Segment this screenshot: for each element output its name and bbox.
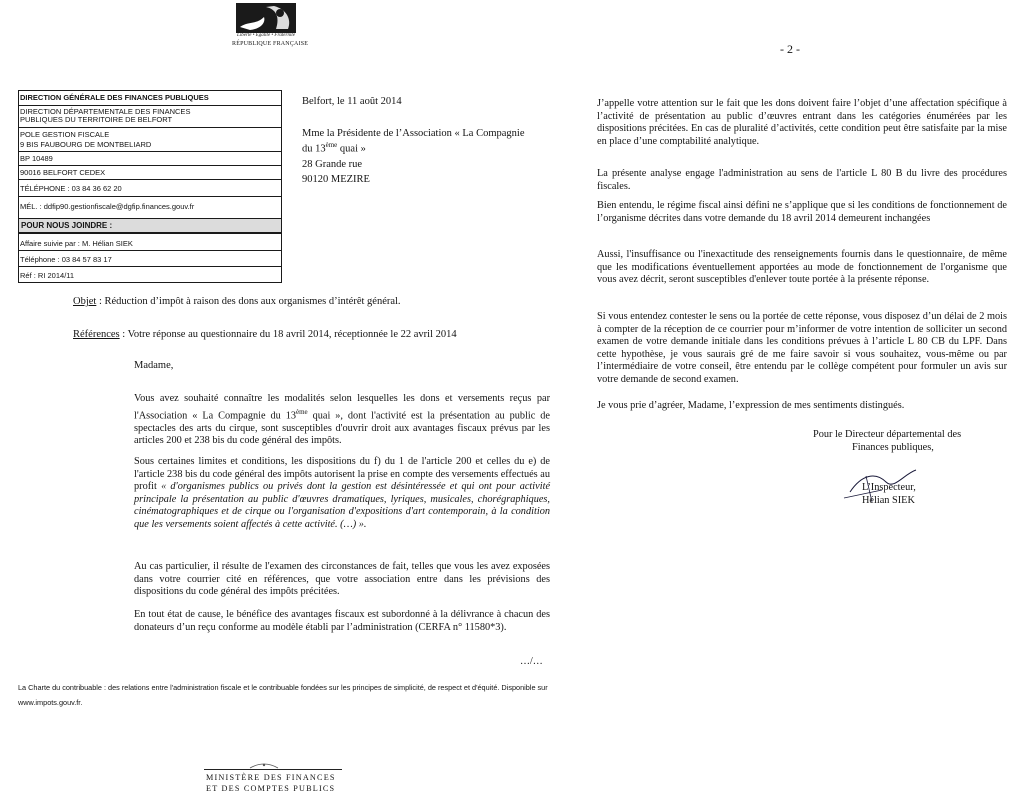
body-paragraph-4: En tout état de cause, le bénéfice des avantages fiscaux est subordonné à la délivrance à chacun des donateurs d’un reçu conforme au modèle établi par l’administration (CERFA n° 11580*3). — [134, 609, 550, 633]
recipient-line1: Mme la Présidente de l’Association « La Compagnie — [302, 128, 525, 139]
continued-marker: …/… — [520, 656, 543, 667]
body-paragraph-3: Au cas particulier, il résulte de l'examen des circonstances de fait, telles que vous les avez exposées dans votre courrier cité en références, que votre association entre dans les prévisions des dispositions du code général des impôts précitées. — [134, 561, 550, 598]
salutation: Madame, — [134, 360, 174, 371]
recipient-street: 28 Grande rue — [302, 159, 363, 170]
sender-street: 9 BIS FAUBOURG DE MONTBELIARD — [20, 140, 152, 149]
references-line: Références : Votre réponse au questionnaire du 18 avril 2014, réceptionnée le 22 avril 2014 — [73, 329, 457, 340]
date-line: Belfort, le 11 août 2014 — [302, 96, 402, 107]
sender-box — [18, 90, 282, 220]
page2-paragraph-5: Si vous entendez contester le sens ou la portée de cette réponse, vous disposez d’un délai de 2 mois à compter de la réception de ce courrier pour m’informer de votre intention de solliciter un second examen de votre demande initiale dans les conditions prévues à l’article L 80 CB du LPF. Dans cette hypothèse, je vous saurais gré de me faire savoir si vous souhaitez, vous-même ou par l’intermédiaire de votre conseil, être entendu par le collège compétent pour formuler un avis sur votre demande de second examen. — [597, 311, 1007, 385]
signer-title: L’Inspecteur, — [862, 482, 916, 493]
sender-ddfip-2: PUBLIQUES DU TERRITOIRE DE BELFORT — [20, 115, 173, 124]
page2-paragraph-2: La présente analyse engage l'administration au sens de l'article L 80 B du livre des procédures fiscales. — [597, 168, 1007, 192]
sender-ddfip-1: DIRECTION DÉPARTEMENTALE DES FINANCES — [20, 107, 191, 116]
sender-city: 90016 BELFORT CEDEX — [20, 168, 106, 177]
marianne-logo-icon — [236, 3, 296, 33]
page2-paragraph-1: J’appelle votre attention sur le fait que les dons doivent faire l’objet d’une affectation spécifique à l’activité de présentation au public d’œuvres entrant dans les catégories énumérées par les dispositions précitées. En cas de pluralité d’activités, cette condition peut être satisfaite par la mise en place d’une comptabilité analytique. — [597, 98, 1007, 147]
signer-name: Hélian SIEK — [862, 495, 915, 506]
sender-bp: BP 10489 — [20, 154, 53, 163]
closing-line1: Pour le Directeur départemental des — [813, 429, 962, 440]
closing-line2: Finances publiques, — [852, 442, 934, 453]
logo-motto: Liberté • Égalité • Fraternité — [237, 33, 295, 38]
sender-pole: POLE GESTION FISCALE — [20, 130, 110, 139]
charte-notice: La Charte du contribuable : des relations entre l'administration fiscale et le contribuable fondées sur les principes de simplicité, de respect et d'équité. Disponible sur www.impots.gouv.fr. — [18, 683, 548, 707]
contact-phone: Téléphone : 03 84 57 83 17 — [20, 255, 112, 264]
page2-paragraph-3: Bien entendu, le régime fiscal ainsi défini ne s’applique que si les conditions de fonctionnement de l’organisme décrites dans votre demande du 18 avril 2014 demeurent inchangées — [597, 200, 1007, 224]
recipient-city: 90120 MEZIRE — [302, 174, 370, 185]
body-paragraph-2: Sous certaines limites et conditions, les dispositions du f) du 1 de l'article 200 et celles du e) de l'article 238 bis du code général des impôts autorisent la prise en compte des versements effectués au profit « d'organismes publics ou privés dont la gestion est désintéressée et qui ont pour activité principale la présentation au public d'œuvres dramatiques, lyriques, musicales, chorégraphiques, cinématographiques et de cirque ou l'organisation d'expositions d'art contemporain, à la condition que les versements soient affectés à cette activité. (…) ». — [134, 456, 551, 530]
page-number: - 2 - — [780, 42, 800, 56]
contact-header-label: POUR NOUS JOINDRE : — [21, 221, 113, 230]
sender-dgfip: DIRECTION GÉNÉRALE DES FINANCES PUBLIQUES — [20, 93, 209, 102]
ministry-line2: ET DES COMPTES PUBLICS — [206, 784, 336, 793]
contact-handled-by: Affaire suivie par : M. Hélian SIEK — [20, 239, 133, 248]
ministry-line1: MINISTÈRE DES FINANCES — [206, 773, 336, 782]
sender-email: MÉL. : ddfip90.gestionfiscale@dgfip.finances.gouv.fr — [20, 202, 195, 211]
recipient-line2: du 13ème quai » — [302, 141, 366, 155]
page2-paragraph-4: Aussi, l'insuffisance ou l'inexactitude des renseignements fournis dans le questionnaire, de même que les modifications éventuellement apportées au mode de fonctionnement de l'organisme que vous avez décrit, seront susceptibles d'enlever toute portée à la présente réponse. — [597, 249, 1007, 286]
body-paragraph-1: Vous avez souhaité connaître les modalités selon lesquelles les dons et versements reçus par l'Association « La Compagnie du 13ème quai », dont l'activité est la présentation au public de spectacles des arts du cirque, sont susceptibles d'ouvrir droit aux avantages fiscaux prévus par les articles 200 et 238 bis du code général des impôts. — [134, 393, 550, 447]
page2-paragraph-6: Je vous prie d’agréer, Madame, l’expression de mes sentiments distingués. — [597, 400, 905, 411]
objet-line: Objet : Réduction d’impôt à raison des dons aux organismes d’intérêt général. — [73, 296, 401, 307]
contact-header — [18, 218, 282, 233]
contact-box — [18, 233, 282, 283]
contact-ref: Réf : RI 2014/11 — [20, 271, 75, 280]
ministry-rule — [204, 769, 342, 770]
logo-republic: RÉPUBLIQUE FRANÇAISE — [232, 41, 309, 47]
sender-phone: TÉLÉPHONE : 03 84 36 62 20 — [20, 184, 122, 193]
